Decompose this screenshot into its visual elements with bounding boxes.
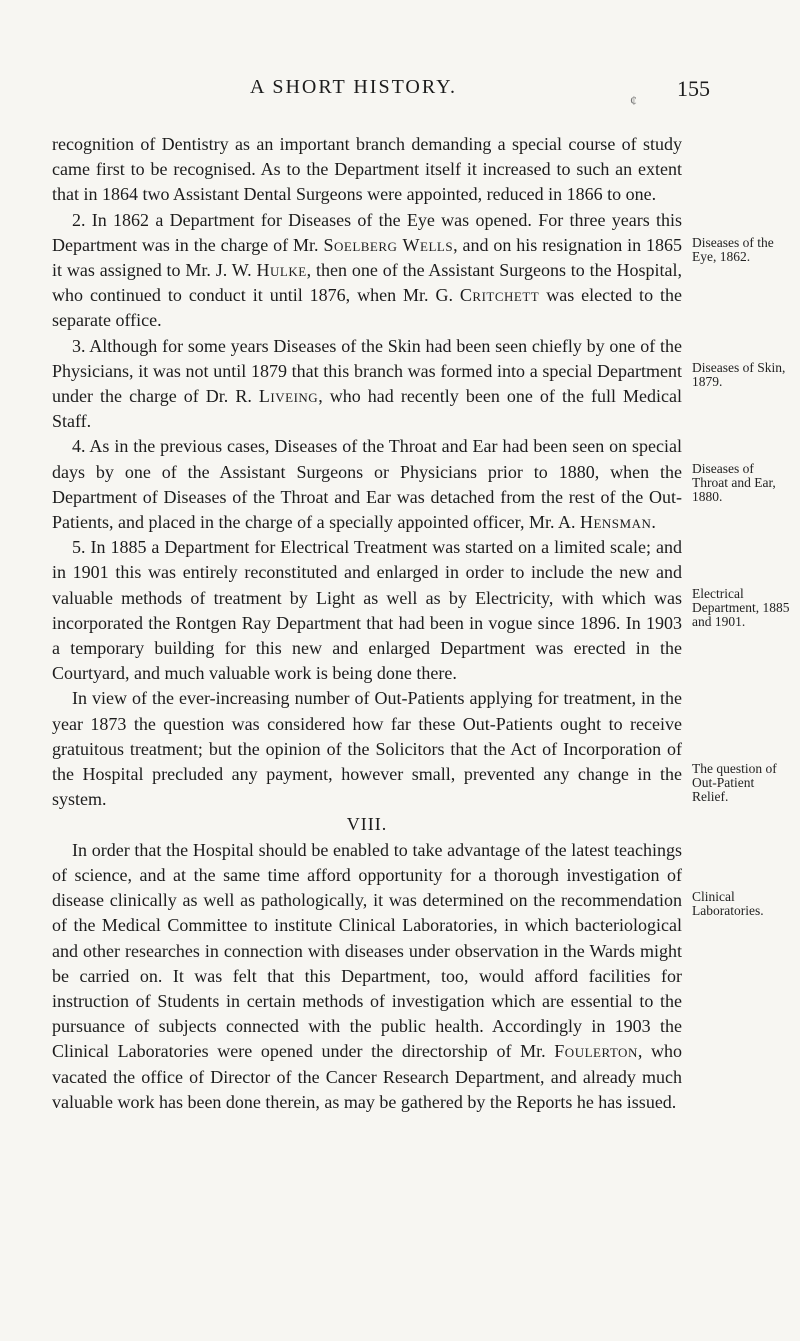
person-name: Hulke <box>256 260 307 281</box>
text-run: . <box>651 512 656 533</box>
person-name: Critchett <box>459 285 540 306</box>
paragraph-electrical: 5. In 1885 a Department for Electrical Treatment was started on a limited scale; and in 1901 this was entirely reconstituted and enlarged in order to include the new and valuable methods of treatment by Light as well as by Electricity, with which was incorporated the Rontgen Ray Department that had been in vogue since 1896. In 1903 a temporary building for this new and enlarged Department was erected in the Courtyard, and much valuable work is being done there. <box>52 537 682 684</box>
marginal-note-throat: Diseases of Throat and Ear, 1880. <box>692 461 776 504</box>
person-name: Soelberg Wells <box>323 234 454 255</box>
page-number: 155 <box>677 76 710 101</box>
marginal-note-electrical: Electrical Department, 1885 and 1901. <box>692 586 790 629</box>
text-run: 4. As in the previous cases, Diseases of the Throat and Ear had been seen on special days by one of the Assistant Surgeons or Physicians prior to 1880, when the Department of Diseases of the Throat and Ear was detached from the rest of the Out-Patients, and placed in the charge of a specially appointed officer, Mr. A. <box>52 436 682 533</box>
person-name: Foulerton <box>554 1041 638 1062</box>
text-run: , who had recently been one of the full Medical Staff. <box>52 386 683 432</box>
person-name: Hensman <box>579 512 652 533</box>
paragraph-eye <box>52 208 682 334</box>
marginal-note-laboratories: Clinical Laboratories. <box>692 889 764 918</box>
page-header <box>120 76 710 109</box>
text-run: , and on his resignation in 1865 it was assigned to Mr. J. W. <box>52 234 683 281</box>
main-text <box>52 132 682 1115</box>
text-run: 3. Although for some years Diseases of the Skin had been seen chiefly by one of the Physicians, it was not until 1879 that this branch was formed into a special Department under the charge of Dr. R. <box>52 335 682 407</box>
text-run: , who vacated the office of Director of the Cancer Research Department, and already much valuable work has been done therein, as may be gathered by the Reports he has issued. <box>52 1041 683 1112</box>
text-run: In order that the Hospital should be enabled to take advantage of the latest teachings of science, and at the same time afford opportunity for a thorough investigation of disease clinically as well as pathologically, it was determined on the recommendation of the Medical Committee to institute Clinical Laboratories, in which bacteriological and other researches in connection with diseases under observation in the Wards might be carried on. It was felt that this Department, too, would afford facilities for instruction of Students in certain methods of investigation which are essential to the pursuance of subjects connected with the public health. Accordingly in 1903 the Clinical Laboratories were opened under the directorship of Mr. <box>52 839 682 1062</box>
person-name: Liveing <box>258 386 319 407</box>
text-run: was elected to the separate office. <box>52 285 682 331</box>
paragraph-outpatient: In view of the ever-increasing number of Out-Patients applying for treatment, in the year 1873 the question was considered how far these Out-Patients ought to receive gratuitous treatment; but the opinion of the Solicitors that the Act of Incorporation of the Hospital precluded any payment, however small, prevented any change in the system. <box>52 688 682 810</box>
section-heading: VIII. <box>346 814 388 835</box>
running-title: A SHORT HISTORY. <box>250 76 457 98</box>
paragraph-dentistry: recognition of Dentistry as an important branch demanding a special course of study came first to be recognised. As to the Department itself it increased to such an extent that in 1864 two Assistant Dental Surgeons were appointed, reduced in 1866 to one. <box>52 134 682 205</box>
paragraph-skin <box>52 334 682 435</box>
text-run: 2. In 1862 a Department for Diseases of the Eye was opened. For three years this Department was in the charge of Mr. <box>52 209 682 255</box>
text-run: , then one of the Assistant Surgeons to the Hospital, who continued to conduct it until 1876, when Mr. G. <box>52 260 682 306</box>
print-mark: ¢ <box>630 94 639 109</box>
marginal-note-skin: Diseases of Skin, 1879. <box>692 360 786 389</box>
marginal-note-outpatient: The question of Out-Patient Relief. <box>692 761 777 804</box>
marginal-note-eye: Diseases of the Eye, 1862. <box>692 235 774 264</box>
paragraph-throat <box>52 434 682 535</box>
paragraph-laboratories <box>52 838 682 1115</box>
